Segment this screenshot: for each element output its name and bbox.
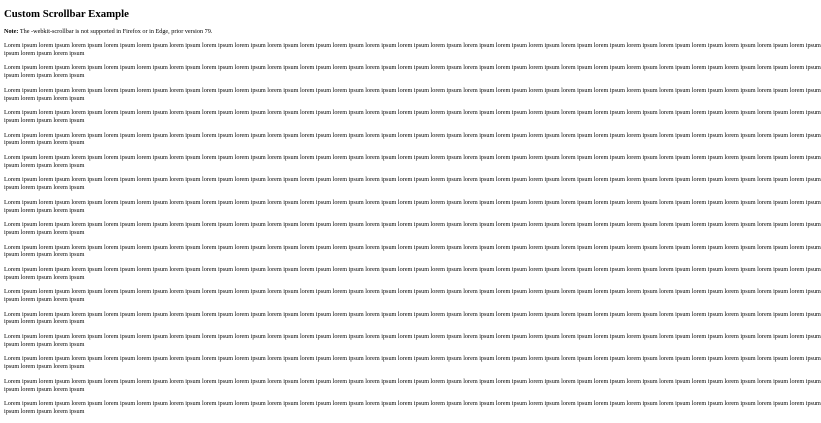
lorem-paragraph-line: Lorem ipsum lorem ipsum lorem ipsum lorem ipsum lorem ipsum lorem ipsum lorem ipsum lorem ipsum lorem ipsum lorem ipsum lorem ipsum lorem ipsum lorem ipsum lorem ipsum lorem ipsum lorem ipsum lorem ipsum lorem ipsum lorem ipsum lorem ipsum lorem ipsum lorem ipsum lorem ipsum lorem ipsum lorem ipsum [4,198,821,206]
lorem-paragraph [4,221,821,237]
lorem-paragraph-line: Lorem ipsum lorem ipsum lorem ipsum lorem ipsum lorem ipsum lorem ipsum lorem ipsum lorem ipsum lorem ipsum lorem ipsum lorem ipsum lorem ipsum lorem ipsum lorem ipsum lorem ipsum lorem ipsum lorem ipsum lorem ipsum lorem ipsum lorem ipsum lorem ipsum lorem ipsum lorem ipsum lorem ipsum lorem ipsum [4,243,821,251]
lorem-paragraph-line: ipsum lorem ipsum lorem ipsum [4,94,85,102]
note-text [4,28,212,35]
lorem-paragraph-line: ipsum lorem ipsum lorem ipsum [4,340,85,348]
lorem-paragraph [4,265,821,282]
lorem-paragraph-line: Lorem ipsum lorem ipsum lorem ipsum lorem ipsum lorem ipsum lorem ipsum lorem ipsum lorem ipsum lorem ipsum lorem ipsum lorem ipsum lorem ipsum lorem ipsum lorem ipsum lorem ipsum lorem ipsum lorem ipsum lorem ipsum lorem ipsum lorem ipsum lorem ipsum lorem ipsum lorem ipsum lorem ipsum lorem ipsum [4,109,821,117]
lorem-paragraph [4,400,821,416]
lorem-paragraph-line: Lorem ipsum lorem ipsum lorem ipsum lorem ipsum lorem ipsum lorem ipsum lorem ipsum lorem ipsum lorem ipsum lorem ipsum lorem ipsum lorem ipsum lorem ipsum lorem ipsum lorem ipsum lorem ipsum lorem ipsum lorem ipsum lorem ipsum lorem ipsum lorem ipsum lorem ipsum lorem ipsum lorem ipsum lorem ipsum [4,153,821,161]
lorem-paragraph [4,288,821,304]
lorem-paragraph-line: ipsum lorem ipsum lorem ipsum [4,139,85,147]
lorem-paragraph-line: Lorem ipsum lorem ipsum lorem ipsum lorem ipsum lorem ipsum lorem ipsum lorem ipsum lorem ipsum lorem ipsum lorem ipsum lorem ipsum lorem ipsum lorem ipsum lorem ipsum lorem ipsum lorem ipsum lorem ipsum lorem ipsum lorem ipsum lorem ipsum lorem ipsum lorem ipsum lorem ipsum lorem ipsum lorem ipsum [4,221,821,229]
lorem-paragraph-line: ipsum lorem ipsum lorem ipsum [4,72,85,80]
lorem-paragraph-line: Lorem ipsum lorem ipsum lorem ipsum lorem ipsum lorem ipsum lorem ipsum lorem ipsum lorem ipsum lorem ipsum lorem ipsum lorem ipsum lorem ipsum lorem ipsum lorem ipsum lorem ipsum lorem ipsum lorem ipsum lorem ipsum lorem ipsum lorem ipsum lorem ipsum lorem ipsum lorem ipsum lorem ipsum lorem ipsum [4,86,821,94]
lorem-paragraph-list [4,42,821,423]
lorem-paragraph-line: Lorem ipsum lorem ipsum lorem ipsum lorem ipsum lorem ipsum lorem ipsum lorem ipsum lorem ipsum lorem ipsum lorem ipsum lorem ipsum lorem ipsum lorem ipsum lorem ipsum lorem ipsum lorem ipsum lorem ipsum lorem ipsum lorem ipsum lorem ipsum lorem ipsum lorem ipsum lorem ipsum lorem ipsum lorem ipsum [4,265,821,273]
lorem-paragraph [4,198,821,215]
lorem-paragraph [4,64,821,80]
lorem-paragraph-line: ipsum lorem ipsum lorem ipsum [4,273,85,281]
lorem-paragraph-line: Lorem ipsum lorem ipsum lorem ipsum lorem ipsum lorem ipsum lorem ipsum lorem ipsum lorem ipsum lorem ipsum lorem ipsum lorem ipsum lorem ipsum lorem ipsum lorem ipsum lorem ipsum lorem ipsum lorem ipsum lorem ipsum lorem ipsum lorem ipsum lorem ipsum lorem ipsum lorem ipsum lorem ipsum lorem ipsum [4,355,821,363]
lorem-paragraph [4,333,821,349]
lorem-paragraph [4,355,821,371]
lorem-paragraph [4,86,821,103]
lorem-paragraph-line: ipsum lorem ipsum lorem ipsum [4,228,85,236]
lorem-paragraph [4,176,821,192]
note-body: The -webkit-scrollbar is not supported in Firefox or in Edge, prior version 79. [19,28,213,35]
lorem-paragraph-line: ipsum lorem ipsum lorem ipsum [4,408,85,416]
lorem-paragraph-line: ipsum lorem ipsum lorem ipsum [4,385,85,393]
lorem-paragraph [4,42,821,58]
lorem-paragraph-line: Lorem ipsum lorem ipsum lorem ipsum lorem ipsum lorem ipsum lorem ipsum lorem ipsum lorem ipsum lorem ipsum lorem ipsum lorem ipsum lorem ipsum lorem ipsum lorem ipsum lorem ipsum lorem ipsum lorem ipsum lorem ipsum lorem ipsum lorem ipsum lorem ipsum lorem ipsum lorem ipsum lorem ipsum lorem ipsum [4,377,821,385]
page-title: Custom Scrollbar Example [4,8,129,20]
lorem-paragraph [4,243,821,260]
lorem-paragraph-line: Lorem ipsum lorem ipsum lorem ipsum lorem ipsum lorem ipsum lorem ipsum lorem ipsum lorem ipsum lorem ipsum lorem ipsum lorem ipsum lorem ipsum lorem ipsum lorem ipsum lorem ipsum lorem ipsum lorem ipsum lorem ipsum lorem ipsum lorem ipsum lorem ipsum lorem ipsum lorem ipsum lorem ipsum lorem ipsum [4,333,821,341]
lorem-paragraph [4,153,821,170]
lorem-paragraph-line: Lorem ipsum lorem ipsum lorem ipsum lorem ipsum lorem ipsum lorem ipsum lorem ipsum lorem ipsum lorem ipsum lorem ipsum lorem ipsum lorem ipsum lorem ipsum lorem ipsum lorem ipsum lorem ipsum lorem ipsum lorem ipsum lorem ipsum lorem ipsum lorem ipsum lorem ipsum lorem ipsum lorem ipsum lorem ipsum [4,310,821,318]
lorem-paragraph-line: ipsum lorem ipsum lorem ipsum [4,161,85,169]
lorem-paragraph-line: Lorem ipsum lorem ipsum lorem ipsum lorem ipsum lorem ipsum lorem ipsum lorem ipsum lorem ipsum lorem ipsum lorem ipsum lorem ipsum lorem ipsum lorem ipsum lorem ipsum lorem ipsum lorem ipsum lorem ipsum lorem ipsum lorem ipsum lorem ipsum lorem ipsum lorem ipsum lorem ipsum lorem ipsum lorem ipsum [4,400,821,408]
lorem-paragraph [4,310,821,327]
note-label: Note: [4,28,19,35]
lorem-paragraph-line: Lorem ipsum lorem ipsum lorem ipsum lorem ipsum lorem ipsum lorem ipsum lorem ipsum lorem ipsum lorem ipsum lorem ipsum lorem ipsum lorem ipsum lorem ipsum lorem ipsum lorem ipsum lorem ipsum lorem ipsum lorem ipsum lorem ipsum lorem ipsum lorem ipsum lorem ipsum lorem ipsum lorem ipsum lorem ipsum [4,64,821,72]
lorem-paragraph [4,377,821,394]
lorem-paragraph-line: Lorem ipsum lorem ipsum lorem ipsum lorem ipsum lorem ipsum lorem ipsum lorem ipsum lorem ipsum lorem ipsum lorem ipsum lorem ipsum lorem ipsum lorem ipsum lorem ipsum lorem ipsum lorem ipsum lorem ipsum lorem ipsum lorem ipsum lorem ipsum lorem ipsum lorem ipsum lorem ipsum lorem ipsum lorem ipsum [4,131,821,139]
lorem-paragraph-line: Lorem ipsum lorem ipsum lorem ipsum lorem ipsum lorem ipsum lorem ipsum lorem ipsum lorem ipsum lorem ipsum lorem ipsum lorem ipsum lorem ipsum lorem ipsum lorem ipsum lorem ipsum lorem ipsum lorem ipsum lorem ipsum lorem ipsum lorem ipsum lorem ipsum lorem ipsum lorem ipsum lorem ipsum lorem ipsum [4,288,821,296]
lorem-paragraph-line: Lorem ipsum lorem ipsum lorem ipsum lorem ipsum lorem ipsum lorem ipsum lorem ipsum lorem ipsum lorem ipsum lorem ipsum lorem ipsum lorem ipsum lorem ipsum lorem ipsum lorem ipsum lorem ipsum lorem ipsum lorem ipsum lorem ipsum lorem ipsum lorem ipsum lorem ipsum lorem ipsum lorem ipsum lorem ipsum [4,176,821,184]
lorem-paragraph-line: ipsum lorem ipsum lorem ipsum [4,184,85,192]
lorem-paragraph-line: ipsum lorem ipsum lorem ipsum [4,363,85,371]
lorem-paragraph [4,109,821,125]
lorem-paragraph-line: ipsum lorem ipsum lorem ipsum [4,296,85,304]
lorem-paragraph-line: ipsum lorem ipsum lorem ipsum [4,206,85,214]
lorem-paragraph [4,131,821,148]
lorem-paragraph-line: ipsum lorem ipsum lorem ipsum [4,116,85,124]
lorem-paragraph-line: Lorem ipsum lorem ipsum lorem ipsum lorem ipsum lorem ipsum lorem ipsum lorem ipsum lorem ipsum lorem ipsum lorem ipsum lorem ipsum lorem ipsum lorem ipsum lorem ipsum lorem ipsum lorem ipsum lorem ipsum lorem ipsum lorem ipsum lorem ipsum lorem ipsum lorem ipsum lorem ipsum lorem ipsum lorem ipsum [4,42,821,49]
lorem-paragraph-line: ipsum lorem ipsum lorem ipsum [4,49,85,57]
lorem-paragraph-line: ipsum lorem ipsum lorem ipsum [4,251,85,259]
lorem-paragraph-line: ipsum lorem ipsum lorem ipsum [4,318,85,326]
